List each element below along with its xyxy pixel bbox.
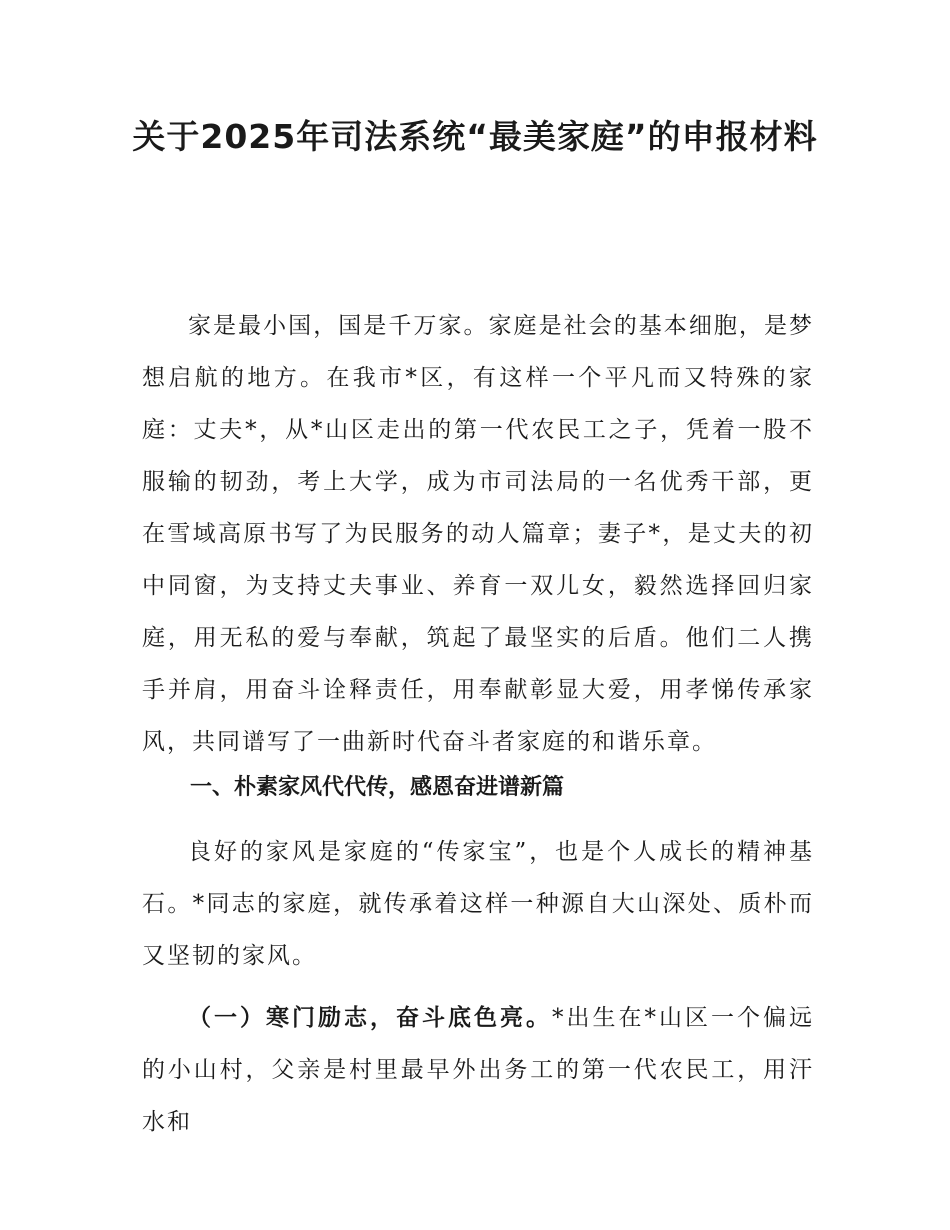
subsection-1-heading: （一）寒门励志，奋斗底色亮。 bbox=[188, 1005, 552, 1031]
subsection-1-paragraph bbox=[142, 992, 814, 1148]
subsection-1-text: *出生在*山区一个偏远的小山村，父亲是村里最早外出务工的第一代农民工，用汗水和 bbox=[142, 1005, 814, 1135]
section-1-heading: 一、朴素家风代代传，感恩奋进谱新篇 bbox=[190, 775, 565, 800]
intro-paragraph: 家是最小国，国是千万家。家庭是社会的基本细胞，是梦想启航的地方。在我市*区，有这样一个平凡而又特殊的家庭：丈夫*，从*山区走出的第一代农民工之子，凭着一股不服输的韧劲，考上大学，成为市司法局的一名优秀干部，更在雪域高原书写了为民服务的动人篇章；妻子*，是丈夫的初中同窗，为支持丈夫事业、养育一双儿女，毅然选择回归家庭，用无私的爱与奉献，筑起了最坚实的后盾。他们二人携手并肩，用奋斗诠释责任，用奉献彰显大爱，用孝悌传承家风，共同谱写了一曲新时代奋斗者家庭的和谐乐章。 bbox=[142, 313, 814, 755]
section-1-paragraph: 良好的家风是家庭的“传家宝”，也是个人成长的精神基石。*同志的家庭，就传承着这样一种源自大山深处、质朴而又坚韧的家风。 bbox=[142, 839, 814, 969]
document-title: 关于2025年司法系统“最美家庭”的申报材料 bbox=[132, 117, 818, 156]
